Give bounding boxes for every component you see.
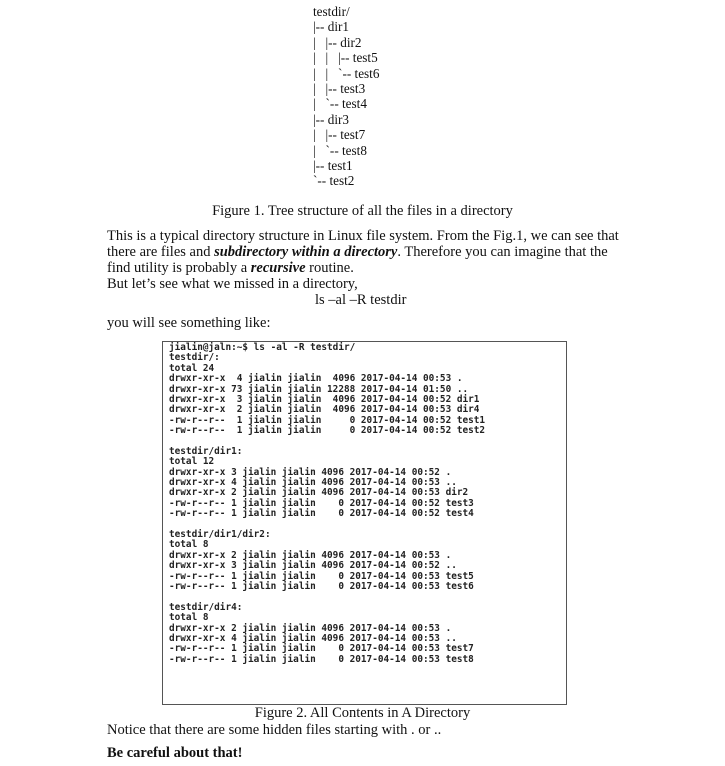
terminal-line: -rw-r--r-- 1 jialin jialin 0 2017-04-14 00:52 test1 (169, 414, 486, 426)
terminal-line: testdir/dir1: (169, 445, 243, 457)
tree-line: | | `-- test6 (313, 65, 380, 81)
paragraph-text: This is a typical directory structure in Linux file system. From the Fig.1, we can see that there are files and (107, 228, 619, 260)
terminal-line: total 12 (169, 456, 215, 468)
terminal-line: -rw-r--r-- 1 jialin jialin 0 2017-04-14 00:53 test8 (169, 653, 474, 665)
tree-line: |-- test1 (313, 158, 353, 174)
tree-line: |-- dir1 (313, 19, 349, 35)
terminal-line: -rw-r--r-- 1 jialin jialin 0 2017-04-14 00:53 test5 (169, 570, 474, 582)
terminal-line: drwxr-xr-x 2 jialin jialin 4096 2017-04-14 00:53 . (169, 549, 452, 561)
terminal-line: -rw-r--r-- 1 jialin jialin 0 2017-04-14 00:52 test3 (169, 497, 474, 509)
figure-1-caption: Figure 1. Tree structure of all the files in a directory (212, 203, 513, 219)
tree-line: | |-- test3 (313, 81, 366, 97)
warning-text: Be careful about that! (107, 745, 243, 761)
figure-2-caption: Figure 2. All Contents in A Directory (254, 705, 471, 721)
terminal-line: testdir/dir1/dir2: (169, 529, 271, 541)
terminal-line: -rw-r--r-- 1 jialin jialin 0 2017-04-14 00:52 test4 (169, 508, 474, 520)
terminal-line: total 24 (169, 362, 215, 374)
paragraph-text: . Therefore you can imagine that the find utility is probably a (107, 244, 608, 276)
terminal-line: drwxr-xr-x 4 jialin jialin 4096 2017-04-14 00:53 .. (169, 632, 457, 644)
tree-line: testdir/ (313, 4, 350, 19)
tree-line: | `-- test8 (313, 142, 367, 158)
directory-tree (313, 4, 379, 189)
emphasis-recursive: recursive (250, 260, 306, 276)
paragraph-text: routine. (305, 260, 354, 276)
paragraph-intro (107, 228, 627, 276)
tree-line: | `-- test4 (313, 96, 367, 112)
paragraph-missed: But let’s see what we missed in a directory, (107, 276, 358, 292)
terminal-line: -rw-r--r-- 1 jialin jialin 0 2017-04-14 00:52 test2 (169, 425, 486, 437)
terminal-line: testdir/dir4: (169, 601, 243, 613)
terminal-line: drwxr-xr-x 4 jialin jialin 4096 2017-04-14 00:53 .. (169, 477, 457, 489)
terminal-line: drwxr-xr-x 2 jialin jialin 4096 2017-04-14 00:53 dir2 (169, 487, 469, 499)
notice-text: Notice that there are some hidden files starting with . or .. (107, 722, 442, 738)
tree-line: |-- dir3 (313, 111, 349, 127)
terminal-line: drwxr-xr-x 3 jialin jialin 4096 2017-04-14 00:52 .. (169, 560, 457, 572)
terminal-line: jialin@jaln:~$ ls -al -R testdir/ (169, 342, 356, 353)
terminal-line: -rw-r--r-- 1 jialin jialin 0 2017-04-14 00:53 test6 (169, 580, 474, 592)
command-line: ls –al –R testdir (315, 292, 407, 308)
tree-line: | |-- test7 (313, 127, 366, 143)
terminal-line: drwxr-xr-x 2 jialin jialin 4096 2017-04-14 00:53 . (169, 622, 452, 634)
paragraph-see: you will see something like: (107, 315, 271, 331)
tree-line: | | |-- test5 (313, 50, 378, 66)
terminal-line: -rw-r--r-- 1 jialin jialin 0 2017-04-14 00:53 test7 (169, 643, 474, 655)
tree-line: `-- test2 (313, 173, 355, 189)
terminal-line: testdir/: (169, 352, 220, 364)
tree-line: | |-- dir2 (313, 34, 362, 50)
terminal-line: drwxr-xr-x 4 jialin jialin 4096 2017-04-14 00:53 . (169, 373, 463, 385)
terminal-line: total 8 (169, 612, 209, 624)
terminal-line: drwxr-xr-x 73 jialin jialin 12288 2017-04-14 01:50 .. (169, 383, 469, 395)
terminal-line: drwxr-xr-x 3 jialin jialin 4096 2017-04-14 00:52 . (169, 466, 452, 478)
terminal-line: drwxr-xr-x 3 jialin jialin 4096 2017-04-14 00:52 dir1 (169, 393, 480, 405)
terminal-output (162, 341, 567, 705)
terminal-line: total 8 (169, 539, 209, 551)
emphasis-subdirectory: subdirectory within a directory (214, 244, 398, 260)
terminal-line: drwxr-xr-x 2 jialin jialin 4096 2017-04-14 00:53 dir4 (169, 404, 480, 416)
